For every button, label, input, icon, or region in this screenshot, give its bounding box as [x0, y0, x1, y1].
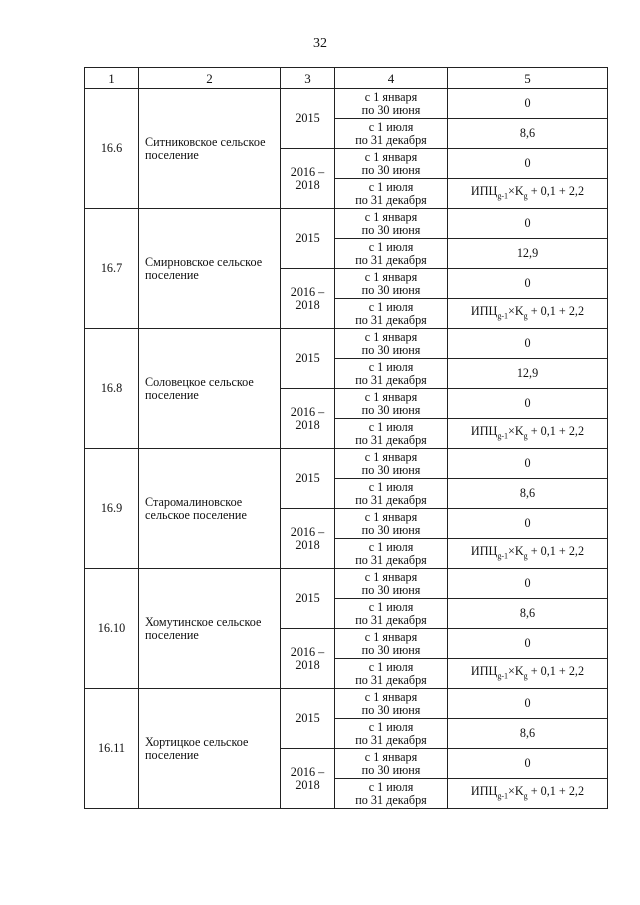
column-header: 4: [335, 68, 448, 89]
settlement-name: Хомутинское сельское поселение: [139, 569, 281, 689]
period-end: по 31 декабря: [355, 792, 427, 807]
page-number: 32: [313, 36, 327, 51]
period-cell: [335, 509, 448, 539]
period-start: с 1 июля: [368, 419, 414, 434]
rate-value: 0: [448, 149, 608, 179]
period-end: по 30 июня: [361, 522, 421, 537]
period-end: по 30 июня: [361, 462, 421, 477]
row-number: 16.9: [85, 449, 139, 569]
period-cell: [335, 299, 448, 329]
period-end: по 30 июня: [361, 642, 421, 657]
period-cell: [335, 269, 448, 299]
rate-value: 12,9: [448, 359, 608, 389]
rate-value: 0: [448, 209, 608, 239]
settlement-name: Соловецкое сельское поселение: [139, 329, 281, 449]
period-start: с 1 июля: [368, 119, 414, 134]
column-header: 1: [85, 68, 139, 89]
period-start: с 1 января: [364, 89, 418, 104]
rate-value: 0: [448, 629, 608, 659]
row-number: 16.6: [85, 89, 139, 209]
period-end: по 30 июня: [361, 762, 421, 777]
period-end: по 31 декабря: [355, 252, 427, 267]
period-end: по 30 июня: [361, 402, 421, 417]
period-start: с 1 января: [364, 269, 418, 284]
rate-value: $ИПЦ_{g-1}\times K_g + 0,1 + 2,2$: [448, 419, 608, 449]
period-end: по 31 декабря: [355, 372, 427, 387]
period-end: по 30 июня: [361, 102, 421, 117]
period-end: по 31 декабря: [355, 132, 427, 147]
period-end: по 30 июня: [361, 162, 421, 177]
table-row: [85, 689, 608, 719]
period-start: с 1 января: [364, 209, 418, 224]
period-cell: [335, 539, 448, 569]
period-end: по 30 июня: [361, 702, 421, 717]
year-cell: 2015: [281, 89, 335, 149]
table-row: [85, 569, 608, 599]
period-cell: [335, 449, 448, 479]
rate-value: $ИПЦ_{g-1}\times K_g + 0,1 + 2,2$: [448, 179, 608, 209]
year-cell: 2015: [281, 329, 335, 389]
period-start: с 1 июля: [368, 779, 414, 794]
period-start: с 1 января: [364, 689, 418, 704]
column-header: 5: [448, 68, 608, 89]
period-start: с 1 июля: [368, 539, 414, 554]
rate-value: $ИПЦ_{g-1}\times K_g + 0,1 + 2,2$: [448, 659, 608, 689]
period-cell: [335, 119, 448, 149]
period-start: с 1 января: [364, 389, 418, 404]
column-header: 3: [281, 68, 335, 89]
rate-value: 8,6: [448, 479, 608, 509]
period-start: с 1 июля: [368, 479, 414, 494]
year-cell: 2015: [281, 209, 335, 269]
rate-value: 0: [448, 329, 608, 359]
period-cell: [335, 209, 448, 239]
tariff-table: [84, 67, 608, 809]
period-start: с 1 января: [364, 569, 418, 584]
period-end: по 31 декабря: [355, 432, 427, 447]
settlement-name: Ситниковское сельское поселение: [139, 89, 281, 209]
rate-value: $ИПЦ_{g-1}\times K_g + 0,1 + 2,2$: [448, 299, 608, 329]
rate-value: $ИПЦ_{g-1}\times K_g + 0,1 + 2,2$: [448, 779, 608, 809]
period-end: по 31 декабря: [355, 492, 427, 507]
period-cell: [335, 689, 448, 719]
rate-value: 8,6: [448, 119, 608, 149]
period-cell: [335, 89, 448, 119]
period-end: по 30 июня: [361, 582, 421, 597]
rate-value: 0: [448, 689, 608, 719]
period-start: с 1 января: [364, 629, 418, 644]
row-number: 16.10: [85, 569, 139, 689]
period-end: по 31 декабря: [355, 552, 427, 567]
period-end: по 30 июня: [361, 342, 421, 357]
rate-value: 0: [448, 89, 608, 119]
period-start: с 1 июля: [368, 179, 414, 194]
rate-value: $ИПЦ_{g-1}\times K_g + 0,1 + 2,2$: [448, 539, 608, 569]
settlement-name: Смирновское сельское поселение: [139, 209, 281, 329]
period-cell: [335, 419, 448, 449]
rate-value: 8,6: [448, 719, 608, 749]
header-row: [85, 68, 608, 89]
period-cell: [335, 719, 448, 749]
table-row: [85, 449, 608, 479]
period-cell: [335, 329, 448, 359]
year-cell: 2016 – 2018: [281, 509, 335, 569]
period-cell: [335, 659, 448, 689]
period-end: по 30 июня: [361, 222, 421, 237]
row-number: 16.11: [85, 689, 139, 809]
table-row: [85, 89, 608, 119]
period-end: по 30 июня: [361, 282, 421, 297]
period-start: с 1 июля: [368, 719, 414, 734]
period-start: с 1 января: [364, 449, 418, 464]
period-cell: [335, 479, 448, 509]
period-cell: [335, 779, 448, 809]
rate-value: 0: [448, 749, 608, 779]
period-cell: [335, 629, 448, 659]
period-cell: [335, 179, 448, 209]
year-cell: 2015: [281, 449, 335, 509]
period-cell: [335, 569, 448, 599]
rate-value: 12,9: [448, 239, 608, 269]
row-number: 16.7: [85, 209, 139, 329]
table-row: [85, 329, 608, 359]
period-start: с 1 июля: [368, 299, 414, 314]
period-start: с 1 января: [364, 329, 418, 344]
period-cell: [335, 239, 448, 269]
year-cell: 2016 – 2018: [281, 269, 335, 329]
period-cell: [335, 749, 448, 779]
period-end: по 31 декабря: [355, 732, 427, 747]
year-cell: 2016 – 2018: [281, 149, 335, 209]
rate-value: 8,6: [448, 599, 608, 629]
rate-value: 0: [448, 569, 608, 599]
period-cell: [335, 359, 448, 389]
period-cell: [335, 149, 448, 179]
period-start: с 1 января: [364, 509, 418, 524]
period-end: по 31 декабря: [355, 312, 427, 327]
settlement-name: Старомалиновское сельское поселение: [139, 449, 281, 569]
column-header: 2: [139, 68, 281, 89]
period-start: с 1 января: [364, 149, 418, 164]
rate-value: 0: [448, 509, 608, 539]
rate-value: 0: [448, 449, 608, 479]
year-cell: 2015: [281, 689, 335, 749]
row-number: 16.8: [85, 329, 139, 449]
settlement-name: Хортицкое сельское поселение: [139, 689, 281, 809]
year-cell: 2016 – 2018: [281, 749, 335, 809]
period-end: по 31 декабря: [355, 612, 427, 627]
period-start: с 1 июля: [368, 359, 414, 374]
rate-value: 0: [448, 389, 608, 419]
period-cell: [335, 599, 448, 629]
year-cell: 2015: [281, 569, 335, 629]
period-cell: [335, 389, 448, 419]
period-end: по 31 декабря: [355, 672, 427, 687]
table-row: [85, 209, 608, 239]
period-start: с 1 июля: [368, 599, 414, 614]
period-start: с 1 января: [364, 749, 418, 764]
period-start: с 1 июля: [368, 659, 414, 674]
year-cell: 2016 – 2018: [281, 629, 335, 689]
period-start: с 1 июля: [368, 239, 414, 254]
year-cell: 2016 – 2018: [281, 389, 335, 449]
rate-value: 0: [448, 269, 608, 299]
period-end: по 31 декабря: [355, 192, 427, 207]
